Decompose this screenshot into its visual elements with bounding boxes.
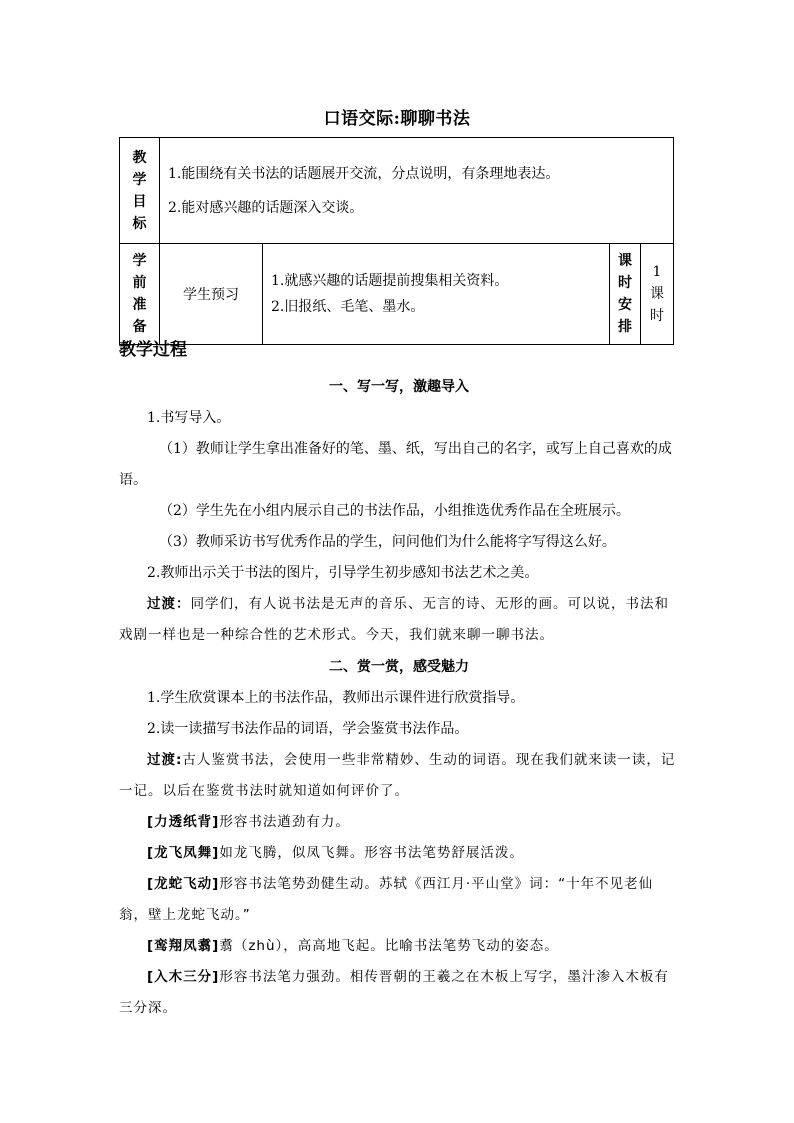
lesson-info-table	[119, 137, 674, 345]
prep-type-cell: 学生预习	[160, 244, 263, 345]
goal-label-char: 学	[132, 171, 147, 188]
hours-char: 时	[650, 308, 664, 324]
term-name: [入木三分]	[147, 969, 220, 985]
paragraph: （1）教师让学生拿出准备好的笔、墨、纸，写出自己的名字，或写上自己喜欢的成语。	[119, 441, 672, 488]
goal-label-cell	[120, 138, 160, 244]
term-name: [龙飞凤舞]	[147, 845, 220, 861]
goal-item: 1.能围绕有关书法的话题展开交流，分点说明，有条理地表达。	[168, 165, 560, 182]
transition-label: 过渡：	[147, 596, 191, 612]
prep-item: 1.就感兴趣的话题提前搜集相关资料。	[271, 273, 509, 289]
term-entry	[119, 807, 679, 838]
paragraph: （3）教师采访书写优秀作品的学生，问问他们为什么能将字写得这么好。	[159, 534, 616, 550]
goals-cell	[160, 138, 674, 244]
goal-label-char: 标	[132, 215, 147, 232]
transition-label: 过渡:	[147, 752, 183, 768]
section-heading: 一、写一写，激趣导入	[329, 379, 469, 395]
prep-label-char: 学	[132, 253, 147, 269]
transition-text: 同学们，有人说书法是无声的音乐、无言的诗、无形的画。可以说，书法和戏剧一样也是一种综合性的艺术形式。今天，我们就来聊一聊书法。	[119, 596, 669, 643]
schedule-label-char: 排	[618, 319, 632, 335]
term-entry	[119, 869, 679, 931]
hours-char: 1	[652, 264, 662, 280]
term-entry	[119, 962, 679, 1024]
schedule-label-char: 安	[618, 297, 632, 313]
schedule-label-char: 课	[618, 253, 632, 269]
paragraph: （2）学生先在小组内展示自己的书法作品，小组推选优秀作品在全班展示。	[159, 503, 630, 519]
page-title: 口语交际:聊聊书法	[323, 109, 471, 129]
term-name: [力透纸背]	[147, 814, 220, 830]
prep-label-char: 前	[132, 275, 147, 291]
schedule-label-cell	[610, 244, 641, 345]
hours-cell	[641, 244, 674, 345]
section-heading: 二、赏一赏，感受魅力	[329, 659, 469, 675]
term-entry	[119, 931, 679, 962]
term-entry	[119, 838, 679, 869]
prep-items-cell	[263, 244, 610, 345]
term-desc: 形容书法遒劲有力。	[219, 814, 350, 830]
goal-item: 2.能对感兴趣的话题深入交谈。	[168, 199, 364, 216]
paragraph: 1.学生欣赏课本上的书法作品，教师出示课件进行欣赏指导。	[147, 690, 525, 706]
term-desc: 翥（zhù），高高地飞起。比喻书法笔势飞动的姿态。	[219, 938, 559, 954]
prep-item: 2.旧报纸、毛笔、墨水。	[271, 299, 425, 315]
term-name: [龙蛇飞动]	[147, 876, 220, 892]
teaching-process	[119, 337, 679, 1024]
process-heading: 教学过程	[119, 340, 187, 360]
term-desc: 形容书法笔力强劲。相传晋朝的王羲之在木板上写字，墨汁渗入木板有三分深。	[119, 969, 669, 1016]
term-desc: 如龙飞腾，似凤飞舞。形容书法笔势舒展活泼。	[219, 845, 524, 861]
hours-char: 课	[650, 286, 664, 302]
schedule-label-char: 时	[618, 275, 632, 291]
term-name: [鸾翔凤翥]	[147, 938, 220, 954]
transition-paragraph	[119, 589, 679, 651]
prep-label-char: 准	[132, 297, 147, 313]
prep-label-cell	[120, 244, 160, 345]
goal-label-char: 目	[132, 193, 147, 210]
prep-label-char: 备	[132, 319, 147, 335]
paragraph: 2.读一读描写书法作品的词语，学会鉴赏书法作品。	[147, 721, 469, 737]
term-desc: 形容书法笔势劲健生动。苏轼《西江月·平山堂》词：“十年不见老仙翁，壁上龙蛇飞动。”	[119, 876, 654, 923]
transition-text: 古人鉴赏书法，会使用一些非常精妙、生动的词语。现在我们就来读一读，记一记。以后在鉴赏书法时就知道如何评价了。	[119, 752, 676, 799]
paragraph: 1.书写导入。	[147, 410, 231, 426]
paragraph: 2.教师出示关于书法的图片，引导学生初步感知书法艺术之美。	[147, 565, 539, 581]
transition-paragraph	[119, 745, 679, 807]
goal-label-char: 教	[132, 149, 147, 166]
